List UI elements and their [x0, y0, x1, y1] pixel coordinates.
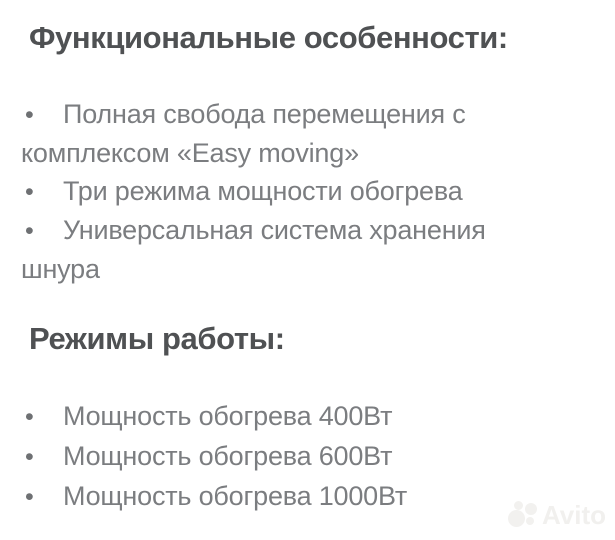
list-item-text: Мощность обогрева 1000Вт: [63, 481, 408, 511]
bullet-icon: •: [25, 483, 34, 511]
list-item-text: комплексом «Easy moving»: [21, 138, 359, 168]
list-item-text: шнура: [21, 254, 100, 284]
bullet-icon: •: [25, 443, 34, 471]
bullet-icon: •: [25, 101, 34, 129]
list-item: [21, 95, 486, 134]
section-heading-features: Функциональные особенности:: [29, 20, 508, 55]
bullet-icon: •: [25, 217, 34, 245]
list-item: [21, 397, 407, 437]
list-item: [21, 172, 486, 211]
list-item-text: Полная свобода перемещения с: [63, 99, 466, 129]
list-item: [21, 477, 407, 517]
avito-watermark-text: Avito: [541, 500, 606, 530]
list-item: [21, 211, 486, 250]
list-item-text: Универсальная система хранения: [63, 215, 486, 245]
bullet-icon: •: [25, 178, 34, 206]
list-item-text: Мощность обогрева 600Вт: [63, 441, 393, 471]
list-item-text: Три режима мощности обогрева: [63, 176, 463, 206]
list-item-continuation: [21, 250, 486, 288]
avito-watermark: [508, 500, 606, 531]
avito-logo-icon: [508, 500, 539, 531]
features-list: [21, 95, 486, 288]
list-item-continuation: [21, 134, 486, 172]
bullet-icon: •: [25, 403, 34, 431]
section-heading-modes: Режимы работы:: [29, 321, 285, 356]
modes-list: [21, 397, 407, 517]
list-item: [21, 437, 407, 477]
list-item-text: Мощность обогрева 400Вт: [63, 401, 393, 431]
